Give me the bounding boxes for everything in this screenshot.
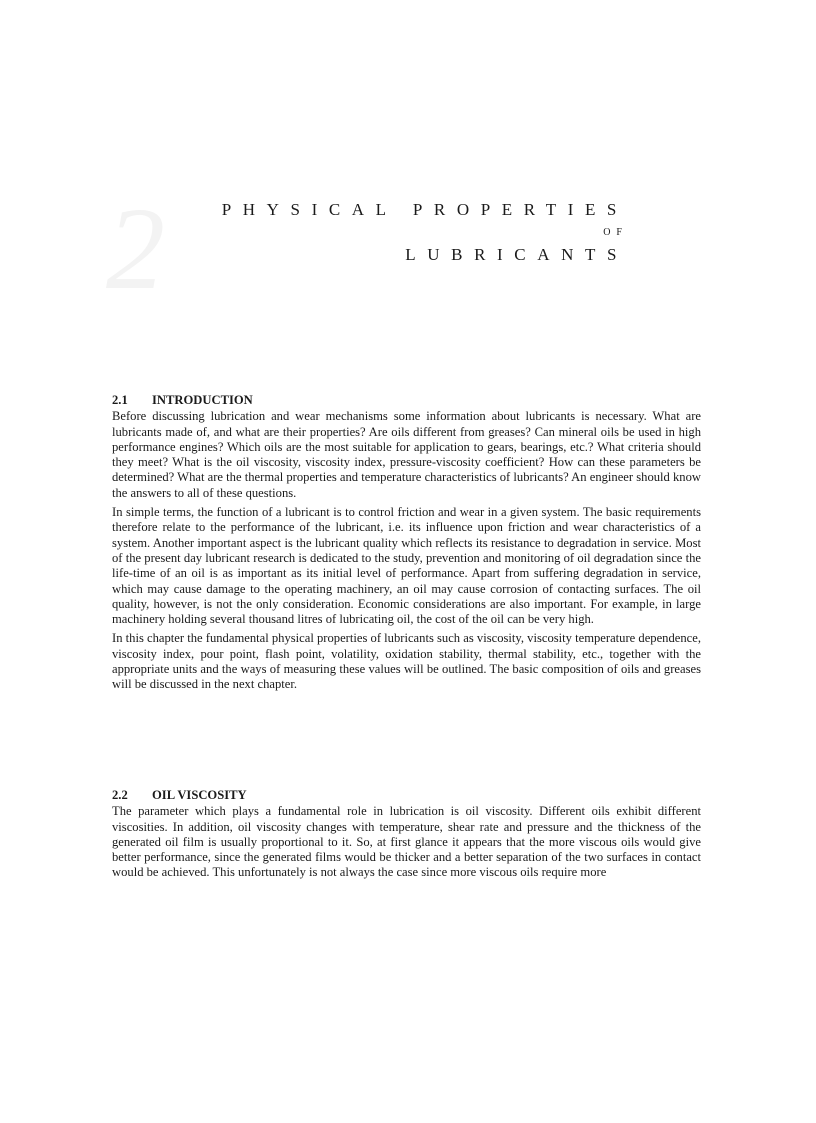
- paragraph: The parameter which plays a fundamental role in lubrication is oil viscosity. Different oils exhibit different viscosities. In addition, oil viscosity changes with temperature, shear rate and pressure and the thickness of the generated oil film is usually proportional to it. So, at first glance it appears that the more viscous oils would give better performance, since the generated films would be thicker and a better separation of the two surfaces in contact would be achieved. This unfortunately is not always the case since more viscous oils require more: [112, 804, 701, 880]
- section-heading: [112, 788, 701, 803]
- section-title: OIL VISCOSITY: [152, 788, 247, 802]
- chapter-title-line-1: PHYSICAL PROPERTIES: [221, 200, 628, 219]
- paragraph: In simple terms, the function of a lubricant is to control friction and wear in a given system. The basic requirements therefore relate to the performance of the lubricant, i.e. its influence upon friction and wear characteristics of a system. Another important aspect is the lubricant quality which reflects its resistance to degradation in service. Most of the present day lubricant research is dedicated to the study, prevention and monitoring of oil degradation since the life-time of an oil is as important as its initial level of performance. Apart from suffering degradation in service, which may cause damage to the operating machinery, an oil may cause corrosion of contacting surfaces. The oil quality, however, is not the only consideration. Economic considerations are also important. For example, in large machinery holding several thousand litres of lubricating oil, the cost of the oil can be very high.: [112, 505, 701, 627]
- section-title: INTRODUCTION: [152, 393, 253, 407]
- paragraph: In this chapter the fundamental physical properties of lubricants such as viscosity, viscosity temperature dependence, viscosity index, pour point, flash point, volatility, oxidation stability, thermal stability, etc., together with the appropriate units and the ways of measuring these values will be outlined. The basic composition of oils and greases will be discussed in the next chapter.: [112, 631, 701, 692]
- section-heading: [112, 393, 701, 408]
- section-introduction: [112, 393, 701, 697]
- section-number: 2.2: [112, 788, 128, 802]
- chapter-number: 2: [106, 183, 165, 314]
- section-number: 2.1: [112, 393, 128, 407]
- section-oil-viscosity: [112, 788, 701, 885]
- chapter-title-line-3: LUBRICANTS: [405, 245, 628, 264]
- chapter-title-line-2: OF: [603, 227, 628, 238]
- paragraph: Before discussing lubrication and wear mechanisms some information about lubricants is necessary. What are lubricants made of, and what are their properties? Are oils different from greases? Can mineral oils be used in high performance engines? Which oils are the most suitable for application to gears, bearings, etc.? What criteria should they meet? What is the oil viscosity, viscosity index, pressure-viscosity coefficient? How can these parameters be determined? What are the thermal properties and temperature characteristics of lubricants? An engineer should know the answers to all of these questions.: [112, 409, 701, 500]
